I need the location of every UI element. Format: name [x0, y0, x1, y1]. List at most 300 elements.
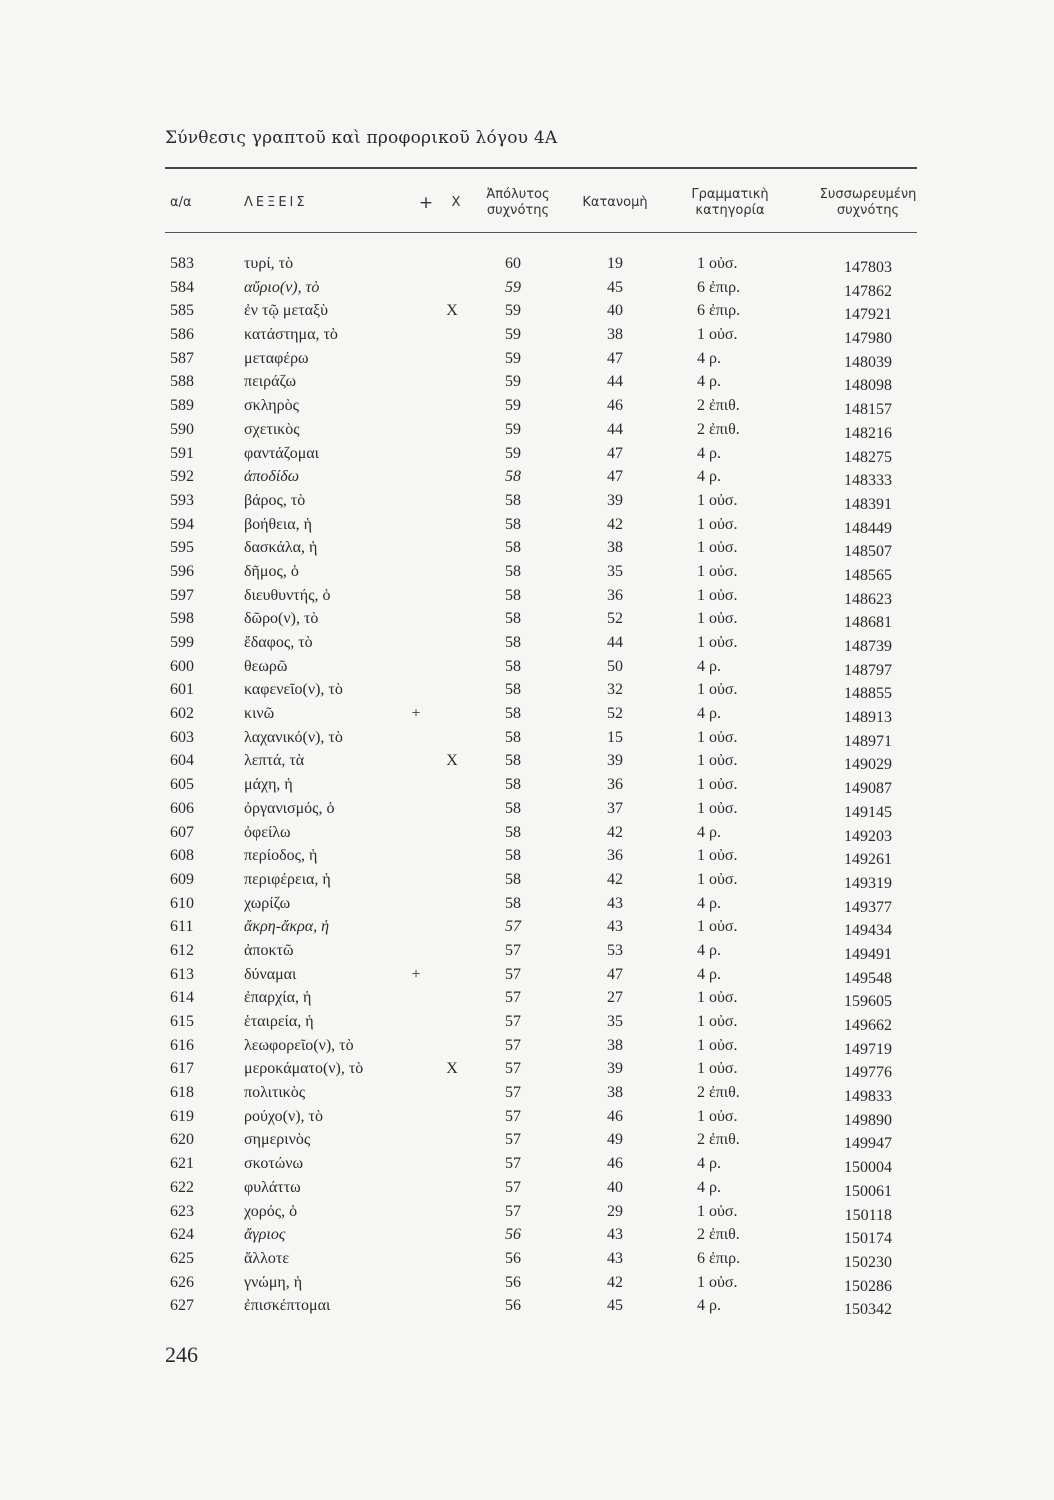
row-cumulative-frequency: 150174: [844, 1230, 892, 1248]
row-grammatical-category: 4 ρ.: [697, 941, 721, 959]
row-cumulative-frequency: 148098: [844, 377, 892, 395]
row-absolute-frequency: 57: [505, 965, 521, 983]
row-number: 605: [170, 776, 194, 794]
row-distribution: 45: [607, 1297, 623, 1315]
row-grammatical-category: 1 οὐσ.: [697, 586, 738, 604]
row-absolute-frequency: 59: [505, 397, 521, 415]
table-row: [0, 1057, 1054, 1081]
row-absolute-frequency: 56: [505, 1297, 521, 1315]
row-distribution: 43: [607, 1249, 623, 1267]
row-absolute-frequency: 58: [505, 539, 521, 557]
row-distribution: 19: [607, 255, 623, 272]
row-number: 627: [170, 1297, 194, 1315]
row-distribution: 49: [607, 1131, 623, 1149]
row-cumulative-frequency: 149261: [844, 851, 892, 869]
row-cumulative-frequency: 148449: [844, 519, 892, 537]
row-word: κινῶ: [244, 705, 275, 723]
table-row: [0, 323, 1054, 347]
row-distribution: 38: [607, 1036, 623, 1054]
table-row: [0, 465, 1054, 489]
row-distribution: 43: [607, 918, 623, 936]
row-absolute-frequency: 59: [505, 373, 521, 391]
row-grammatical-category: 1 οὐσ.: [697, 1060, 738, 1078]
row-word: καφενεῖο(ν), τὸ: [244, 681, 343, 699]
table-row: [0, 607, 1054, 631]
row-word: δῆμος, ὁ: [244, 562, 299, 580]
row-x-mark: Χ: [446, 752, 458, 770]
table-row: [0, 1105, 1054, 1129]
table-row: [0, 1010, 1054, 1034]
row-grammatical-category: 2 ἐπιθ.: [697, 1131, 740, 1149]
row-grammatical-category: 4 ρ.: [697, 444, 721, 462]
row-grammatical-category: 2 ἐπιθ.: [697, 1226, 740, 1244]
row-cumulative-frequency: 150342: [844, 1301, 892, 1319]
row-word: δύναμαι: [244, 965, 297, 983]
row-distribution: 45: [607, 278, 623, 296]
row-x-mark: Χ: [446, 302, 458, 320]
row-cumulative-frequency: 148797: [844, 661, 892, 679]
row-absolute-frequency: 58: [505, 634, 521, 651]
row-absolute-frequency: 58: [505, 847, 521, 865]
row-grammatical-category: 4 ρ.: [697, 705, 721, 723]
row-distribution: 46: [607, 1107, 623, 1125]
row-distribution: 39: [607, 491, 623, 509]
row-distribution: 38: [607, 539, 623, 557]
row-cumulative-frequency: 149833: [844, 1088, 892, 1106]
row-grammatical-category: 1 οὐσ.: [697, 326, 738, 344]
row-grammatical-category: 1 οὐσ.: [697, 255, 738, 272]
row-cumulative-frequency: 159605: [844, 993, 892, 1011]
row-word: μεροκάματο(ν), τὸ: [244, 1060, 364, 1078]
row-absolute-frequency: 58: [505, 586, 521, 604]
row-cumulative-frequency: 148333: [844, 472, 892, 490]
row-grammatical-category: 6 ἐπιρ.: [697, 1249, 741, 1267]
row-number: 625: [170, 1249, 194, 1267]
table-row: [0, 726, 1054, 750]
row-number: 610: [170, 894, 194, 912]
row-grammatical-category: 4 ρ.: [697, 823, 721, 841]
row-grammatical-category: 4 ρ.: [697, 349, 721, 367]
row-grammatical-category: 1 οὐσ.: [697, 681, 738, 699]
row-grammatical-category: 1 οὐσ.: [697, 776, 738, 794]
row-distribution: 47: [607, 965, 623, 983]
row-number: 608: [170, 847, 194, 865]
row-cumulative-frequency: 149662: [844, 1017, 892, 1034]
row-number: 602: [170, 705, 194, 723]
row-number: 624: [170, 1226, 194, 1244]
row-number: 613: [170, 965, 194, 983]
row-distribution: 46: [607, 397, 623, 415]
row-grammatical-category: 1 οὐσ.: [697, 539, 738, 557]
table-row: [0, 394, 1054, 418]
row-number: 589: [170, 397, 194, 415]
row-cumulative-frequency: 150061: [844, 1182, 892, 1200]
row-number: 622: [170, 1178, 194, 1196]
row-distribution: 15: [607, 728, 623, 746]
row-cumulative-frequency: 149890: [844, 1111, 892, 1129]
table-row: [0, 1247, 1054, 1271]
header-cumulative: Συσσωρευμένη συχνότης: [819, 187, 917, 218]
row-word: διευθυντής, ὁ: [244, 586, 331, 604]
row-absolute-frequency: 56: [505, 1226, 521, 1244]
row-grammatical-category: 1 οὐσ.: [697, 1202, 738, 1220]
table-row: [0, 868, 1054, 892]
row-cumulative-frequency: 150230: [844, 1253, 892, 1271]
row-cumulative-frequency: 149947: [844, 1135, 892, 1153]
row-word: βάρος, τὸ: [244, 491, 306, 509]
row-absolute-frequency: 57: [505, 1084, 521, 1102]
page-title: Σύνθεσις γραπτοῦ καὶ προφορικοῦ λόγου 4Α: [165, 128, 558, 148]
row-absolute-frequency: 59: [505, 278, 521, 296]
row-grammatical-category: 2 ἐπιθ.: [697, 397, 740, 415]
row-cumulative-frequency: 148216: [844, 424, 892, 442]
row-grammatical-category: 4 ρ.: [697, 373, 721, 391]
row-word: χωρίζω: [244, 894, 291, 912]
row-word: ἔδαφος, τὸ: [244, 634, 313, 651]
row-number: 606: [170, 799, 194, 817]
row-cumulative-frequency: 149087: [844, 780, 892, 798]
table-row: [0, 1152, 1054, 1176]
row-word: περιφέρεια, ἡ: [244, 870, 331, 888]
row-cumulative-frequency: 149319: [844, 874, 892, 892]
row-number: 593: [170, 491, 194, 509]
row-distribution: 47: [607, 444, 623, 462]
row-word: ὀργανισμός, ὁ: [244, 799, 335, 817]
row-absolute-frequency: 57: [505, 989, 521, 1007]
row-number: 594: [170, 515, 194, 533]
table-row: [0, 1034, 1054, 1058]
row-absolute-frequency: 58: [505, 610, 521, 628]
table-row: [0, 513, 1054, 537]
row-absolute-frequency: 59: [505, 420, 521, 438]
row-absolute-frequency: 58: [505, 491, 521, 509]
row-absolute-frequency: 58: [505, 728, 521, 746]
row-cumulative-frequency: 148039: [844, 353, 892, 371]
row-grammatical-category: 4 ρ.: [697, 894, 721, 912]
table-row: [0, 749, 1054, 773]
row-word: λαχανικό(ν), τὸ: [244, 728, 343, 746]
row-absolute-frequency: 58: [505, 823, 521, 841]
row-distribution: 27: [607, 989, 623, 1007]
row-word: δῶρο(ν), τὸ: [244, 610, 319, 628]
row-grammatical-category: 1 οὐσ.: [697, 870, 738, 888]
table-row: [0, 631, 1054, 655]
row-word: σχετικὸς: [244, 420, 300, 438]
row-cumulative-frequency: 148681: [844, 614, 892, 632]
row-cumulative-frequency: 149776: [844, 1064, 892, 1082]
row-cumulative-frequency: 149434: [844, 922, 892, 940]
row-word: σημερινὸς: [244, 1131, 311, 1149]
row-distribution: 47: [607, 468, 623, 486]
row-distribution: 39: [607, 1060, 623, 1078]
row-distribution: 35: [607, 1013, 623, 1030]
row-number: 612: [170, 941, 194, 959]
row-absolute-frequency: 58: [505, 799, 521, 817]
row-cumulative-frequency: 148157: [844, 401, 892, 419]
row-distribution: 42: [607, 1273, 623, 1291]
row-word: ἐν τῷ μεταξὺ: [244, 302, 329, 320]
table-row: [0, 1271, 1054, 1295]
row-cumulative-frequency: 148623: [844, 590, 892, 608]
row-number: 597: [170, 586, 194, 604]
row-absolute-frequency: 57: [505, 1060, 521, 1078]
row-number: 583: [170, 255, 194, 272]
row-grammatical-category: 1 οὐσ.: [697, 728, 738, 746]
row-grammatical-category: 1 οὐσ.: [697, 918, 738, 936]
row-cumulative-frequency: 150004: [844, 1159, 892, 1177]
row-grammatical-category: 1 οὐσ.: [697, 1013, 738, 1030]
row-cumulative-frequency: 148855: [844, 685, 892, 703]
row-number: 611: [170, 918, 194, 936]
header-words: ΛΕΞΕΙΣ: [244, 195, 308, 210]
row-number: 623: [170, 1202, 194, 1220]
row-absolute-frequency: 57: [505, 1036, 521, 1054]
row-absolute-frequency: 58: [505, 681, 521, 699]
row-number: 588: [170, 373, 194, 391]
row-word: φυλάττω: [244, 1178, 301, 1196]
row-x-mark: Χ: [446, 1060, 458, 1078]
row-grammatical-category: 1 οὐσ.: [697, 1273, 738, 1291]
header-aa: α/α: [170, 195, 192, 210]
row-word: ρούχο(ν), τὸ: [244, 1107, 323, 1125]
row-grammatical-category: 4 ρ.: [697, 1297, 721, 1315]
row-number: 621: [170, 1155, 194, 1173]
row-absolute-frequency: 59: [505, 349, 521, 367]
row-grammatical-category: 1 οὐσ.: [697, 1036, 738, 1054]
row-distribution: 46: [607, 1155, 623, 1173]
table-row: [0, 797, 1054, 821]
table-row: [0, 678, 1054, 702]
row-cumulative-frequency: 148565: [844, 566, 892, 584]
row-number: 626: [170, 1273, 194, 1291]
row-word: θεωρῶ: [244, 657, 288, 675]
table-row: [0, 986, 1054, 1010]
header-grammatical: Γραμματικὴ κατηγορία: [691, 187, 769, 218]
row-grammatical-category: 4 ρ.: [697, 1178, 721, 1196]
row-grammatical-category: 1 οὐσ.: [697, 989, 738, 1007]
row-cumulative-frequency: 150286: [844, 1277, 892, 1295]
row-word: μεταφέρω: [244, 349, 309, 367]
row-plus-mark: +: [411, 965, 421, 983]
row-word: ἑταιρεία, ἡ: [244, 1013, 314, 1030]
row-distribution: 40: [607, 302, 623, 320]
row-grammatical-category: 4 ρ.: [697, 1155, 721, 1173]
row-absolute-frequency: 59: [505, 302, 521, 320]
row-word: σκληρὸς: [244, 397, 299, 415]
row-word: ἄλλοτε: [244, 1249, 290, 1267]
row-distribution: 50: [607, 657, 623, 675]
row-grammatical-category: 4 ρ.: [697, 657, 721, 675]
row-number: 615: [170, 1013, 194, 1030]
row-distribution: 42: [607, 870, 623, 888]
row-number: 620: [170, 1131, 194, 1149]
row-absolute-frequency: 57: [505, 1155, 521, 1173]
row-word: περίοδος, ἡ: [244, 847, 318, 865]
row-distribution: 36: [607, 776, 623, 794]
row-word: τυρί, τὸ: [244, 255, 294, 272]
row-grammatical-category: 4 ρ.: [697, 965, 721, 983]
row-cumulative-frequency: 149145: [844, 803, 892, 821]
row-word: φαντάζομαι: [244, 444, 319, 462]
row-grammatical-category: 1 οὐσ.: [697, 847, 738, 865]
table-row: [0, 915, 1054, 939]
table-row: [0, 702, 1054, 726]
row-number: 604: [170, 752, 194, 770]
row-absolute-frequency: 57: [505, 1107, 521, 1125]
row-number: 590: [170, 420, 194, 438]
row-absolute-frequency: 56: [505, 1249, 521, 1267]
page-number: 246: [165, 1342, 198, 1367]
row-distribution: 52: [607, 705, 623, 723]
row-cumulative-frequency: 149491: [844, 945, 892, 963]
row-absolute-frequency: 57: [505, 1178, 521, 1196]
row-word: ὀφείλω: [244, 823, 291, 841]
row-distribution: 38: [607, 1084, 623, 1102]
row-word: ἀποδίδω: [244, 468, 300, 486]
table-row: [0, 442, 1054, 466]
row-distribution: 44: [607, 373, 623, 391]
table-row: [0, 1223, 1054, 1247]
row-cumulative-frequency: 150118: [844, 1206, 892, 1224]
row-cumulative-frequency: 147862: [844, 282, 892, 300]
row-absolute-frequency: 58: [505, 562, 521, 580]
table-row: [0, 773, 1054, 797]
row-number: 617: [170, 1060, 194, 1078]
row-absolute-frequency: 58: [505, 515, 521, 533]
table-row: [0, 299, 1054, 323]
row-word: ἐπισκέπτομαι: [244, 1297, 331, 1315]
row-word: ἀποκτῶ: [244, 941, 294, 959]
row-absolute-frequency: 57: [505, 1013, 521, 1030]
row-number: 586: [170, 326, 194, 344]
table-row: [0, 844, 1054, 868]
row-number: 607: [170, 823, 194, 841]
row-distribution: 35: [607, 562, 623, 580]
row-absolute-frequency: 60: [505, 255, 521, 272]
row-number: 587: [170, 349, 194, 367]
table-row: [0, 584, 1054, 608]
row-absolute-frequency: 57: [505, 1131, 521, 1149]
row-word: πειράζω: [244, 373, 297, 391]
header-x: Χ: [451, 195, 461, 210]
row-distribution: 43: [607, 894, 623, 912]
row-absolute-frequency: 58: [505, 870, 521, 888]
row-cumulative-frequency: 149029: [844, 756, 892, 774]
row-absolute-frequency: 58: [505, 894, 521, 912]
row-grammatical-category: 1 οὐσ.: [697, 752, 738, 770]
row-grammatical-category: 6 ἐπιρ.: [697, 278, 741, 296]
row-word: δασκάλα, ἡ: [244, 539, 318, 557]
table-row: [0, 560, 1054, 584]
row-number: 618: [170, 1084, 194, 1102]
row-absolute-frequency: 57: [505, 918, 521, 936]
row-distribution: 36: [607, 847, 623, 865]
table-row: [0, 1294, 1054, 1318]
row-absolute-frequency: 58: [505, 776, 521, 794]
table-row: [0, 347, 1054, 371]
row-grammatical-category: 1 οὐσ.: [697, 1107, 738, 1125]
row-absolute-frequency: 58: [505, 705, 521, 723]
row-absolute-frequency: 58: [505, 657, 521, 675]
table-row: [0, 1176, 1054, 1200]
row-distribution: 44: [607, 420, 623, 438]
row-distribution: 47: [607, 349, 623, 367]
row-cumulative-frequency: 149719: [844, 1040, 892, 1058]
row-word: γνώμη, ἡ: [244, 1273, 303, 1291]
table-row: [0, 892, 1054, 916]
row-grammatical-category: 2 ἐπιθ.: [697, 420, 740, 438]
row-word: ἄκρη-ἄκρα, ἡ: [244, 918, 330, 936]
row-grammatical-category: 1 οὐσ.: [697, 634, 738, 651]
row-cumulative-frequency: 148391: [844, 495, 892, 513]
row-absolute-frequency: 58: [505, 752, 521, 770]
row-distribution: 32: [607, 681, 623, 699]
row-plus-mark: +: [411, 705, 421, 723]
header-rule-top: [165, 167, 917, 169]
table-row: [0, 939, 1054, 963]
row-number: 584: [170, 278, 194, 296]
row-grammatical-category: 6 ἐπιρ.: [697, 302, 741, 320]
row-distribution: 42: [607, 823, 623, 841]
row-word: ἐπαρχία, ἡ: [244, 989, 312, 1007]
row-cumulative-frequency: 147980: [844, 330, 892, 348]
row-cumulative-frequency: 148507: [844, 543, 892, 561]
row-grammatical-category: 1 οὐσ.: [697, 515, 738, 533]
header-plus: +: [418, 193, 434, 213]
row-word: πολιτικὸς: [244, 1084, 306, 1102]
row-number: 599: [170, 634, 194, 651]
row-distribution: 44: [607, 634, 623, 651]
row-grammatical-category: 1 οὐσ.: [697, 799, 738, 817]
row-cumulative-frequency: 149203: [844, 827, 892, 845]
row-word: χορός, ὁ: [244, 1202, 298, 1220]
row-number: 609: [170, 870, 194, 888]
row-word: λεωφορεῖο(ν), τὸ: [244, 1036, 354, 1054]
header-distribution: Κατανομὴ: [582, 195, 648, 210]
row-word: κατάστημα, τὸ: [244, 326, 338, 344]
row-distribution: 40: [607, 1178, 623, 1196]
row-number: 596: [170, 562, 194, 580]
table-row: [0, 489, 1054, 513]
row-absolute-frequency: 59: [505, 326, 521, 344]
row-cumulative-frequency: 148739: [844, 638, 892, 655]
table-row: [0, 821, 1054, 845]
header-rule-bottom: [165, 232, 917, 233]
row-distribution: 52: [607, 610, 623, 628]
row-grammatical-category: 1 οὐσ.: [697, 610, 738, 628]
table-row: [0, 655, 1054, 679]
row-distribution: 36: [607, 586, 623, 604]
table-row: [0, 276, 1054, 300]
table-row: [0, 1200, 1054, 1224]
row-number: 616: [170, 1036, 194, 1054]
row-absolute-frequency: 59: [505, 444, 521, 462]
row-cumulative-frequency: 147921: [844, 306, 892, 324]
row-cumulative-frequency: 148275: [844, 448, 892, 466]
row-distribution: 38: [607, 326, 623, 344]
row-cumulative-frequency: 147803: [844, 259, 892, 276]
row-cumulative-frequency: 149377: [844, 898, 892, 916]
table-row: [0, 1081, 1054, 1105]
table-row: [0, 252, 1054, 276]
row-absolute-frequency: 57: [505, 1202, 521, 1220]
frequency-table: [0, 252, 1054, 1318]
table-row: [0, 963, 1054, 987]
row-distribution: 43: [607, 1226, 623, 1244]
row-absolute-frequency: 58: [505, 468, 521, 486]
row-grammatical-category: 2 ἐπιθ.: [697, 1084, 740, 1102]
row-grammatical-category: 1 οὐσ.: [697, 491, 738, 509]
